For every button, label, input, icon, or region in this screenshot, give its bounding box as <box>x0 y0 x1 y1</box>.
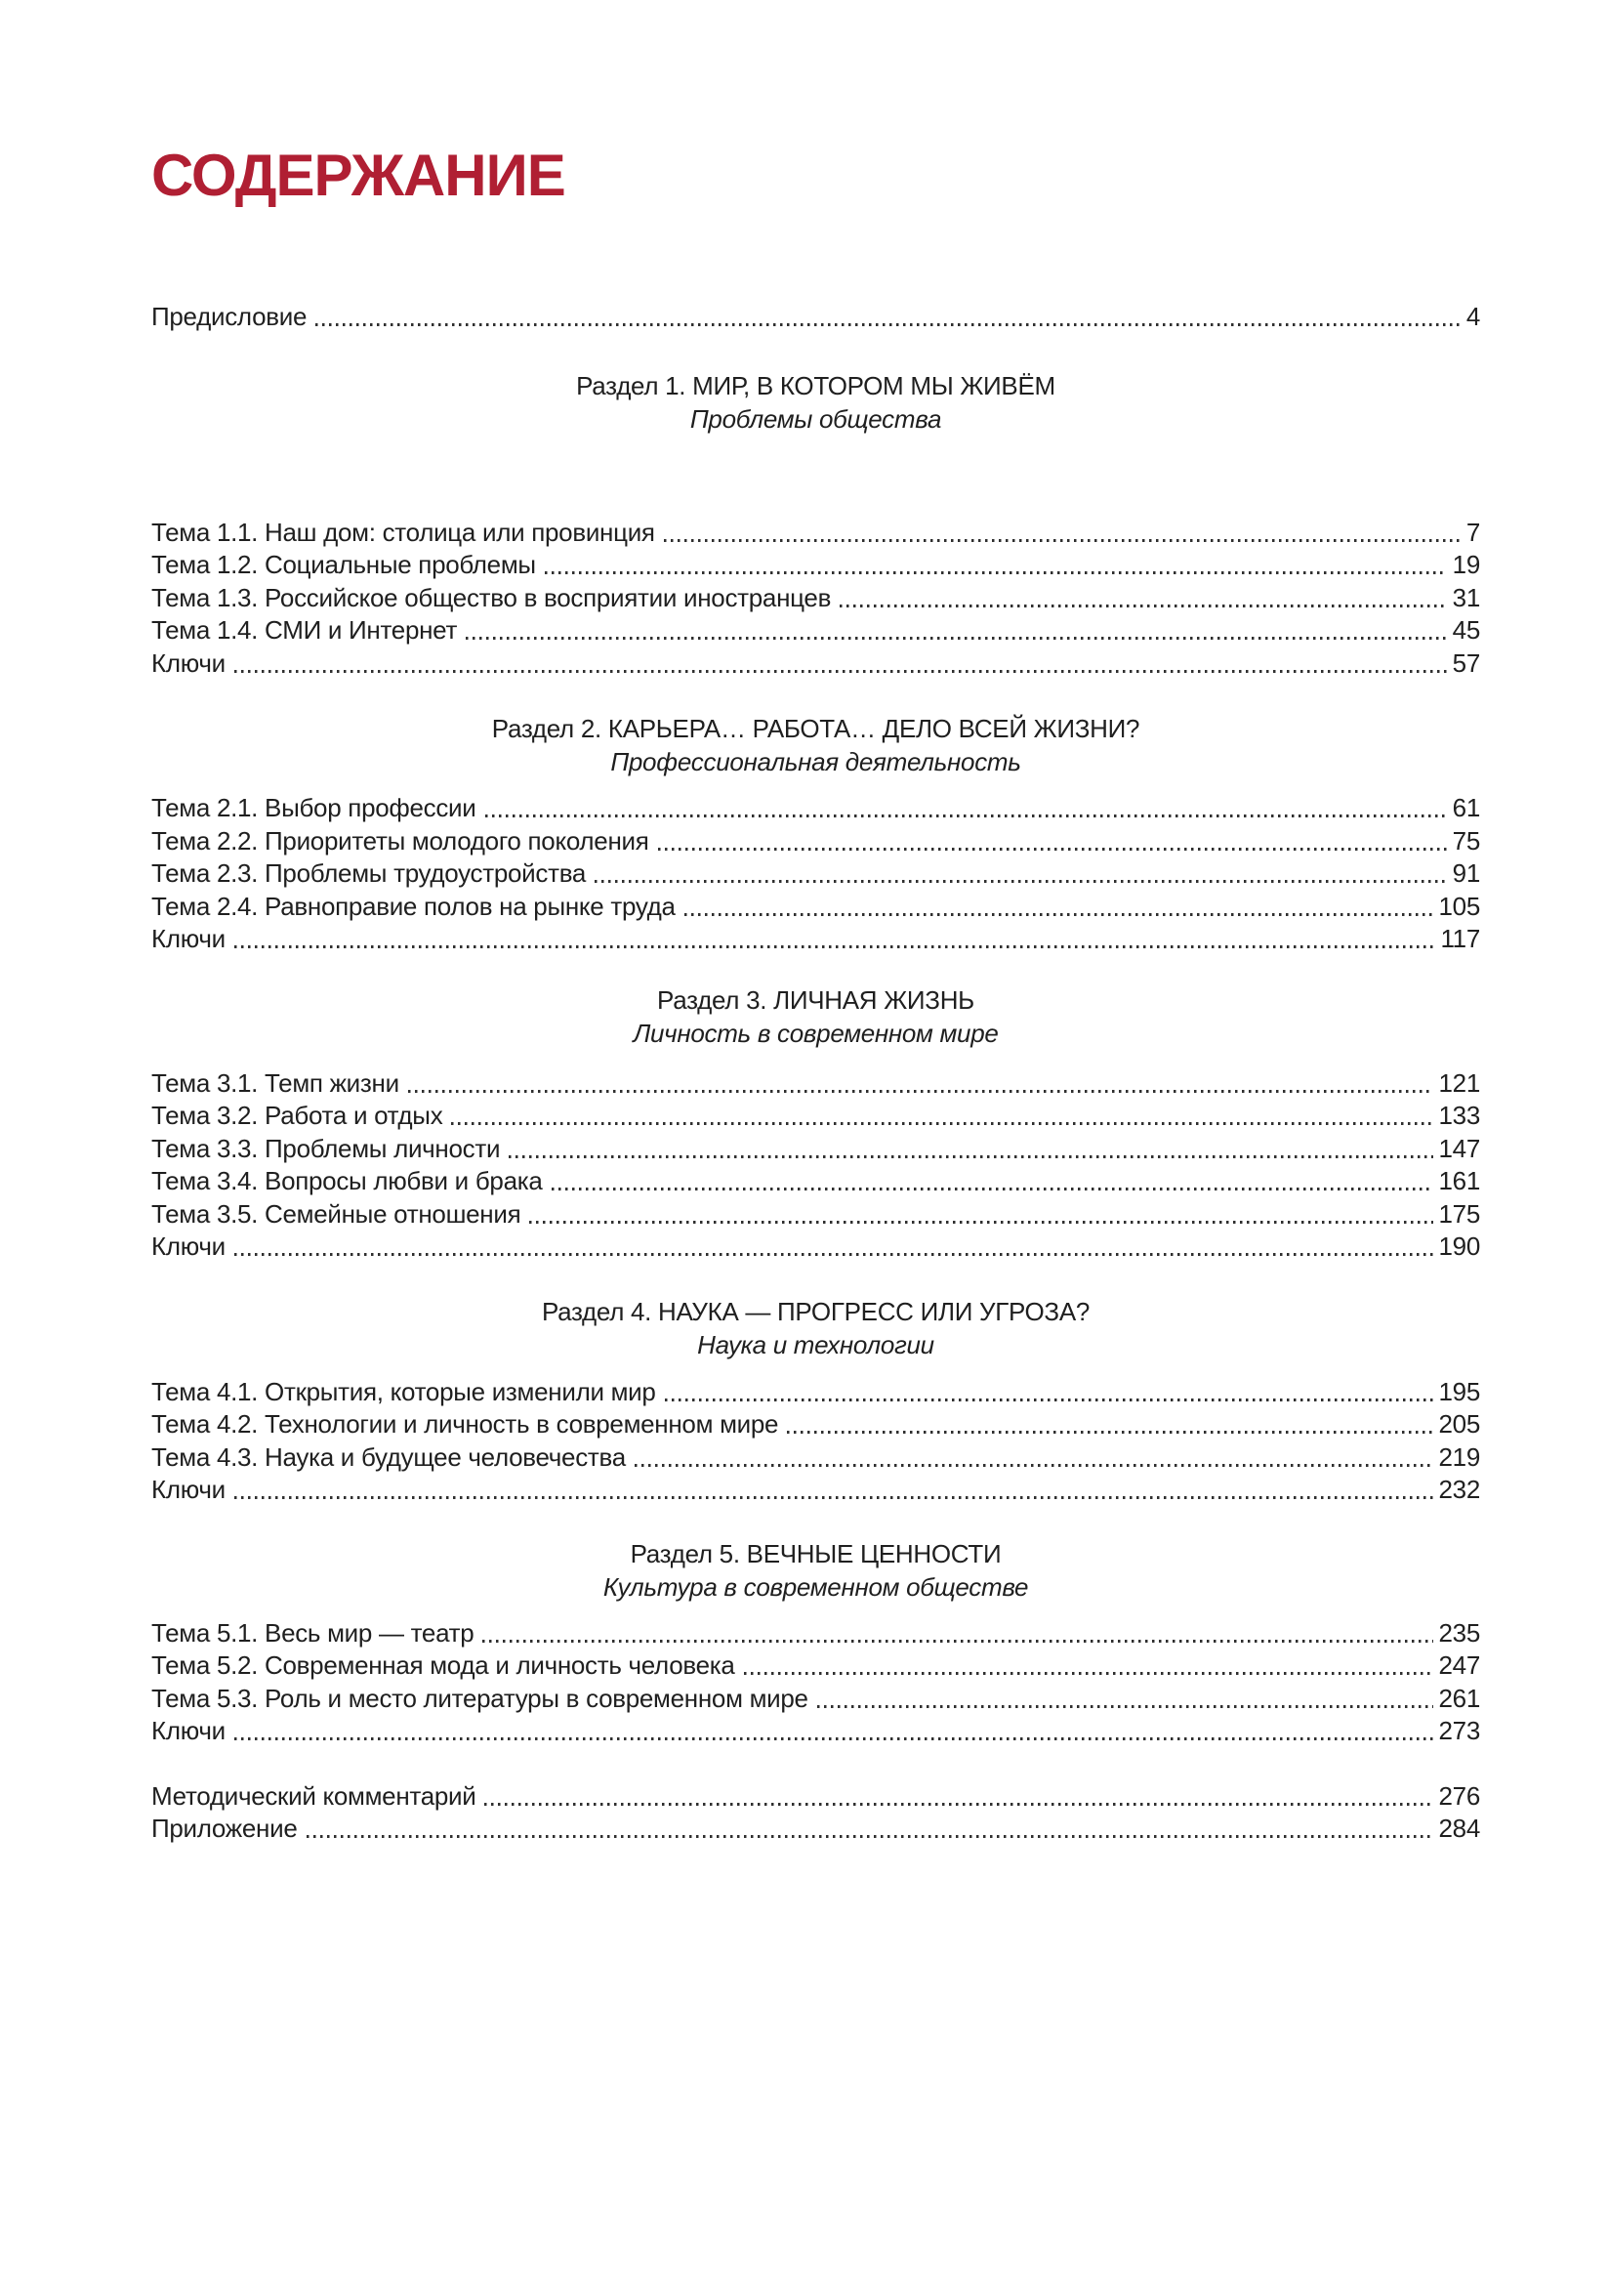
entry-label: Тема 1.2. Социальные проблемы <box>151 550 536 579</box>
entry-label: Ключи <box>151 1231 226 1261</box>
entry-label: Методический комментарий <box>151 1780 476 1811</box>
entry-label: Тема 3.2. Работа и отдых <box>151 1101 443 1130</box>
section-heading: Раздел 5. ВЕЧНЫЕ ЦЕННОСТИ <box>630 1538 1002 1568</box>
toc-section <box>151 712 1480 956</box>
entry-label: Тема 1.1. Наш дом: столица или провинция <box>151 517 655 547</box>
entry-page-number: 235 <box>1438 1617 1480 1648</box>
entry-page-number: 175 <box>1438 1198 1480 1229</box>
entry-page-number: 261 <box>1438 1683 1480 1713</box>
entry-page-number: 284 <box>1438 1814 1480 1843</box>
entry-label: Тема 3.4. Вопросы любви и брака <box>151 1166 543 1195</box>
toc-entry <box>151 1100 1480 1133</box>
entry-label: Тема 4.2. Технологии и личность в современном мире <box>151 1409 779 1439</box>
dot-leader-line <box>234 670 1447 673</box>
dot-leader-line <box>234 1253 1433 1256</box>
dot-leader-line <box>595 880 1447 883</box>
entry-page-number: 247 <box>1438 1650 1480 1680</box>
dot-leader-line <box>315 323 1461 326</box>
toc-entry <box>151 647 1480 681</box>
toc-entry <box>151 301 1480 334</box>
dot-leader-line <box>840 605 1447 607</box>
dot-leader-line <box>408 1090 1433 1093</box>
entry-page-number: 121 <box>1438 1067 1480 1098</box>
entry-page-number: 205 <box>1438 1409 1480 1439</box>
entry-page-number: 276 <box>1438 1780 1480 1811</box>
entry-page-number: 31 <box>1452 582 1480 612</box>
toc-sections <box>151 369 1480 1748</box>
entry-page-number: 219 <box>1438 1441 1480 1472</box>
dot-leader-line <box>466 637 1447 640</box>
toc-entry <box>151 582 1480 615</box>
entry-label: Ключи <box>151 1475 226 1504</box>
entry-label: Тема 2.2. Приоритеты молодого поколения <box>151 825 649 856</box>
entry-page-number: 133 <box>1438 1101 1480 1130</box>
dot-leader-line <box>545 571 1447 574</box>
entry-label: Тема 1.3. Российское общество в восприятии иностранцев <box>151 582 832 612</box>
toc-entry <box>151 549 1480 582</box>
toc-entry <box>151 1067 1480 1101</box>
entry-label: Ключи <box>151 1716 226 1745</box>
entry-label: Приложение <box>151 1814 298 1843</box>
toc-entry <box>151 1198 1480 1231</box>
dot-leader-line <box>744 1672 1433 1675</box>
dot-leader-line <box>234 945 1435 948</box>
toc-entry <box>151 1231 1480 1264</box>
dot-leader-line <box>787 1431 1432 1434</box>
entry-page-number: 195 <box>1438 1376 1480 1406</box>
entry-label: Тема 4.1. Открытия, которые изменили мир <box>151 1376 656 1406</box>
toc-entry <box>151 1474 1480 1507</box>
toc-section <box>151 1537 1480 1748</box>
entry-page-number: 232 <box>1438 1475 1480 1504</box>
dot-leader-line <box>451 1122 1432 1125</box>
entry-label: Тема 3.3. Проблемы личности <box>151 1133 501 1163</box>
dot-leader-line <box>529 1221 1432 1224</box>
entry-label: Ключи <box>151 924 226 953</box>
toc-entry <box>151 1376 1480 1409</box>
toc-entry <box>151 1813 1480 1846</box>
section-subtitle: Культура в современном обществе <box>602 1571 1029 1602</box>
toc-entry <box>151 1617 1480 1650</box>
entry-page-number: 105 <box>1438 891 1480 921</box>
dot-leader-line <box>234 1496 1433 1499</box>
entry-label: Тема 2.1. Выбор профессии <box>151 793 476 822</box>
toc-entry <box>151 1165 1480 1198</box>
footer-rows-container <box>151 1780 1480 1846</box>
dot-leader-line <box>509 1155 1432 1158</box>
entry-label: Тема 5.2. Современная мода и личность человека <box>151 1650 735 1680</box>
dot-leader-line <box>482 1640 1432 1643</box>
section-entries <box>151 517 1480 681</box>
toc-entry <box>151 1408 1480 1441</box>
section-entries <box>151 792 1480 956</box>
entry-page-number: 19 <box>1452 550 1480 579</box>
entry-label: Тема 2.3. Проблемы трудоустройства <box>151 858 587 888</box>
toc-entry <box>151 1133 1480 1166</box>
entry-page-number: 91 <box>1452 858 1480 888</box>
toc-entry <box>151 923 1480 956</box>
entry-page-number: 7 <box>1465 517 1480 547</box>
entry-page-number: 75 <box>1452 825 1480 856</box>
toc-entry <box>151 792 1480 825</box>
entry-page-number: 147 <box>1438 1133 1480 1163</box>
entry-label: Предисловие <box>151 302 308 331</box>
page-title: СОДЕРЖАНИЕ <box>151 143 565 208</box>
section-heading: Раздел 1. МИР, В КОТОРОМ МЫ ЖИВЁМ <box>576 370 1055 400</box>
dot-leader-line <box>635 1464 1433 1467</box>
entry-label: Тема 5.1. Весь мир — театр <box>151 1617 474 1648</box>
entry-label: Тема 4.3. Наука и будущее человечества <box>151 1441 626 1472</box>
preface-row-container <box>151 301 1480 334</box>
dot-leader-line <box>664 539 1461 542</box>
section-subtitle: Личность в современном мире <box>633 1018 999 1048</box>
section-subtitle: Проблемы общества <box>689 403 942 434</box>
entry-label: Тема 2.4. Равноправие полов на рынке труда <box>151 891 676 921</box>
dot-leader-line <box>665 1398 1433 1401</box>
toc-entry <box>151 891 1480 924</box>
entry-page-number: 161 <box>1438 1166 1480 1195</box>
toc-entry <box>151 1441 1480 1475</box>
section-heading: Раздел 4. НАУКА — ПРОГРЕСС ИЛИ УГРОЗА? <box>541 1296 1091 1326</box>
toc-section <box>151 369 1480 681</box>
entry-label: Тема 1.4. СМИ и Интернет <box>151 615 458 645</box>
section-entries <box>151 1617 1480 1748</box>
entry-page-number: 4 <box>1465 302 1480 331</box>
toc-page <box>0 143 1608 2296</box>
entry-page-number: 45 <box>1452 615 1480 645</box>
toc-section <box>151 1295 1480 1507</box>
section-heading: Раздел 2. КАРЬЕРА… РАБОТА… ДЕЛО ВСЕЙ ЖИЗНИ? <box>491 714 1140 743</box>
toc-section <box>151 983 1480 1264</box>
section-entries <box>151 1067 1480 1264</box>
toc-entry <box>151 614 1480 647</box>
dot-leader-line <box>684 913 1433 916</box>
dot-leader-line <box>484 1803 1432 1806</box>
toc-entry <box>151 1780 1480 1814</box>
toc-entry <box>151 857 1480 891</box>
dot-leader-line <box>234 1737 1433 1740</box>
section-subtitle: Наука и технологии <box>697 1329 934 1359</box>
dot-leader-line <box>552 1188 1433 1190</box>
toc-entry <box>151 517 1480 550</box>
entry-label: Тема 3.5. Семейные отношения <box>151 1198 521 1229</box>
toc-entry <box>151 1715 1480 1748</box>
entry-page-number: 57 <box>1452 647 1480 678</box>
dot-leader-line <box>485 814 1447 817</box>
entry-label: Тема 3.1. Темп жизни <box>151 1067 399 1098</box>
entry-page-number: 117 <box>1440 924 1480 953</box>
section-entries <box>151 1376 1480 1507</box>
dot-leader-line <box>817 1705 1433 1708</box>
toc-entry <box>151 1649 1480 1683</box>
dot-leader-line <box>658 848 1447 851</box>
section-heading: Раздел 3. ЛИЧНАЯ ЖИЗНЬ <box>657 984 974 1015</box>
entry-page-number: 273 <box>1438 1716 1480 1745</box>
dot-leader-line <box>307 1835 1433 1838</box>
toc-entry <box>151 825 1480 858</box>
entry-label: Тема 5.3. Роль и место литературы в современном мире <box>151 1683 808 1713</box>
toc-entry <box>151 1683 1480 1716</box>
entry-label: Ключи <box>151 647 226 678</box>
entry-page-number: 190 <box>1438 1231 1480 1261</box>
section-subtitle: Профессиональная деятельность <box>610 747 1021 776</box>
entry-page-number: 61 <box>1452 793 1480 822</box>
